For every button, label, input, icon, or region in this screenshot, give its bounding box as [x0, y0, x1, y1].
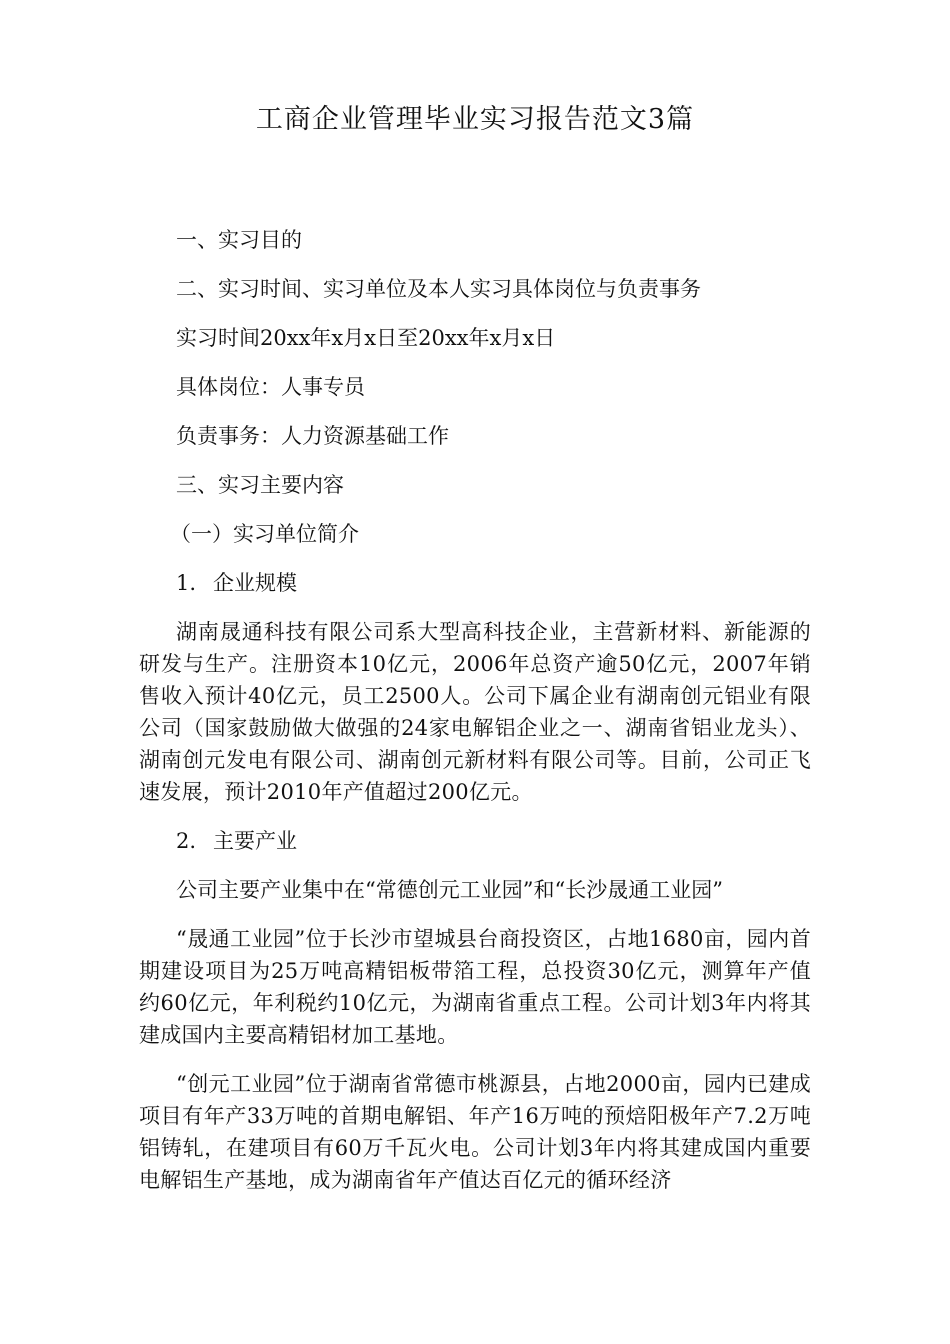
- job-position: 具体岗位：人事专员: [176, 375, 365, 399]
- list-item-1-number: 1.: [176, 571, 197, 595]
- document-body: [139, 224, 811, 1213]
- company-paragraph: 湖南晟通科技有限公司系大型高科技企业，主营新材料、新能源的研发与生产。注册资本10亿元，2006年总资产逾50亿元，2007年销售收入预计40亿元，员工2500人。公司下属企业有湖南创元铝业有限公司（国家鼓励做大做强的24家电解铝企业之一、湖南省铝业龙头）、湖南创元发电有限公司、湖南创元新材料有限公司等。目前，公司正飞速发展，预计2010年产值超过200亿元。: [139, 620, 811, 804]
- section-heading-2: 二、实习时间、实习单位及本人实习具体岗位与负责事务: [176, 277, 701, 301]
- section-heading-1: 一、实习目的: [176, 228, 302, 252]
- subsection-heading-1: （一）实习单位简介: [170, 522, 359, 546]
- list-item-2: [139, 825, 811, 857]
- list-item-2-number: 2.: [176, 829, 197, 853]
- industry-intro: 公司主要产业集中在“常德创元工业园”和“长沙晟通工业园”: [176, 878, 723, 902]
- shengtong-park-paragraph: “晟通工业园”位于长沙市望城县台商投资区，占地1680亩，园内首期建设项目为25万吨高精铝板带箔工程，总投资30亿元，测算年产值约60亿元，年利税约10亿元，为湖南省重点工程。公司计划3年内将其建成国内主要高精铝材加工基地。: [139, 927, 811, 1047]
- section-heading-3: 三、实习主要内容: [176, 473, 344, 497]
- list-item-1: [139, 567, 811, 599]
- chuangyuan-park-paragraph: “创元工业园”位于湖南省常德市桃源县，占地2000亩，园内已建成项目有年产33万吨的首期电解铝、年产16万吨的预焙阳极年产7.2万吨铝铸轧，在建项目有60万千瓦火电。公司计划3年内将其建成国内重要电解铝生产基地，成为湖南省年产值达百亿元的循环经济: [139, 1072, 811, 1192]
- job-duty: 负责事务：人力资源基础工作: [176, 424, 449, 448]
- internship-time: 实习时间20xx年x月x日至20xx年x月x日: [176, 326, 556, 350]
- list-item-1-text: 企业规模: [213, 571, 297, 595]
- list-item-2-text: 主要产业: [213, 829, 297, 853]
- document-title: 工商企业管理毕业实习报告范文3篇: [255, 104, 695, 135]
